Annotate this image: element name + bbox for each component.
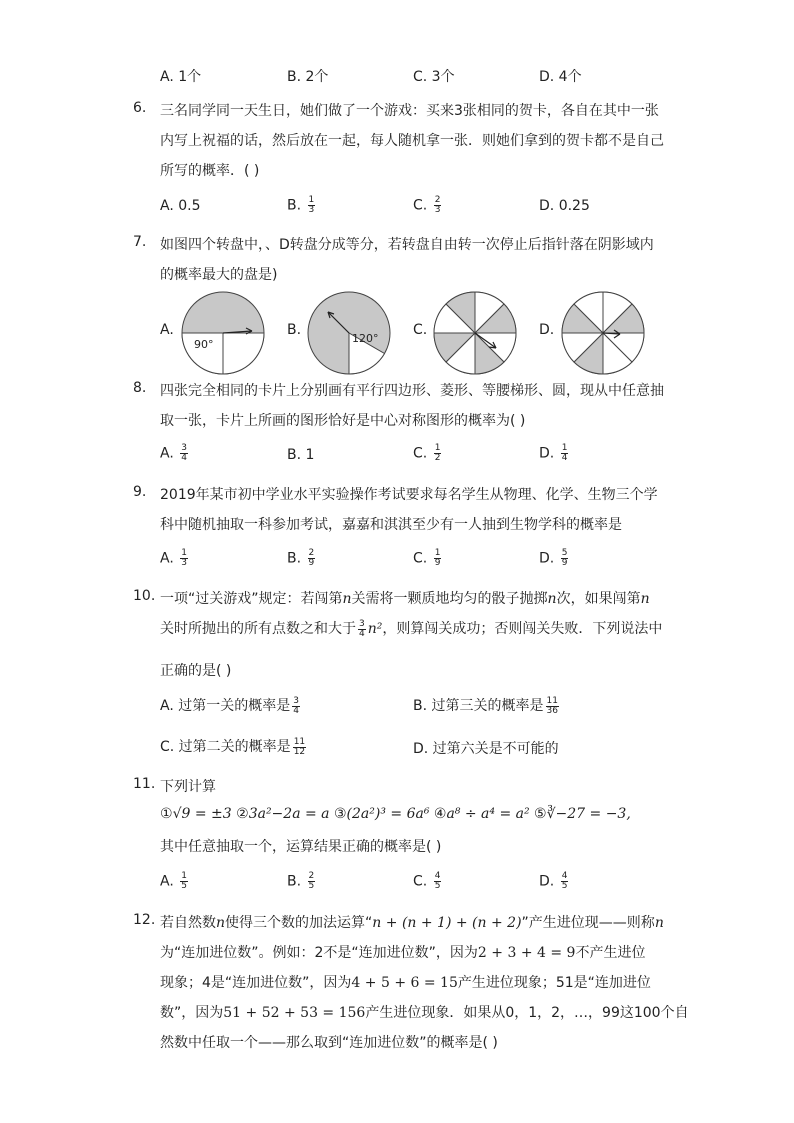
circled-number-2: ②	[236, 806, 249, 822]
q6-text-line-3: 所写的概率．( )	[160, 163, 260, 179]
fraction-denominator: 3	[308, 205, 315, 215]
fraction	[292, 697, 300, 716]
q5-option-d: D. 4个	[539, 69, 582, 85]
option-label: B.	[287, 197, 302, 214]
option-label: B.	[287, 550, 302, 567]
fraction-denominator: 4	[561, 453, 568, 463]
fraction-denominator: 12	[293, 746, 306, 757]
expression-5: ∛−27 = −3,	[546, 806, 631, 822]
q10-text-line-3: 正确的是( )	[160, 663, 232, 679]
fraction	[180, 549, 188, 568]
circled-number-4: ④	[433, 806, 447, 822]
q11-number: 11.	[133, 776, 156, 792]
q10-option-a	[160, 695, 302, 716]
q8-number: 8.	[133, 380, 147, 396]
q11-text-line-1: 下列计算	[160, 779, 216, 795]
angle-label: 120°	[352, 332, 379, 345]
option-label: C.	[413, 873, 428, 890]
text-segment: 产生进位现象．如果从0，1，2，…，99这100个自	[365, 1005, 689, 1021]
fraction	[434, 549, 442, 568]
fraction-numerator: 3	[359, 618, 365, 629]
q11-option-b	[287, 872, 317, 891]
fraction-numerator: 3	[181, 443, 187, 453]
fraction	[546, 697, 559, 716]
q12-text-line-5: 然数中任取一个——那么取到“连加进位数”的概率是( )	[160, 1035, 498, 1051]
spinner-c	[432, 290, 518, 376]
fraction-numerator: 2	[308, 871, 315, 881]
spinner-d	[560, 290, 646, 376]
fraction	[180, 872, 188, 891]
option-value: 0.25	[558, 198, 590, 214]
q5-option-b: B. 2个	[287, 69, 329, 85]
q12-text-line-3	[160, 972, 651, 992]
spinner-a	[180, 290, 266, 376]
text-segment: 一项“过关游戏”规定：若闯第	[160, 591, 343, 607]
fraction-denominator: 3	[181, 558, 187, 568]
variable-n: n	[654, 915, 664, 931]
text-segment: 使得三个数的加法运算“	[225, 915, 373, 931]
option-label: A.	[160, 550, 174, 567]
q8-option-b	[287, 447, 314, 463]
option-label: D.	[539, 873, 555, 890]
fraction	[434, 196, 442, 215]
fraction	[561, 444, 569, 463]
text-segment: 关时所抛出的所有点数之和大于	[160, 621, 356, 637]
fraction-numerator: 1	[308, 195, 315, 205]
option-label: A.	[160, 873, 174, 890]
option-label: D.	[539, 445, 555, 462]
expression-1: √9 = ±3	[172, 806, 232, 822]
fraction-numerator: 1	[434, 548, 441, 558]
option-text: A. 过第一关的概率是	[160, 698, 291, 714]
q5-option-a: A. 1个	[160, 69, 202, 85]
fraction-numerator: 3	[293, 695, 299, 706]
q9-option-c	[413, 549, 443, 568]
q8-text-line-1: 四张完全相同的卡片上分别画有平行四边形、菱形、等腰梯形、圆，现从中任意抽	[160, 383, 664, 399]
spinner-a-unshaded-2	[223, 333, 264, 374]
q9-option-d	[539, 549, 570, 568]
fraction-denominator: 4	[293, 705, 299, 716]
fraction	[293, 738, 306, 757]
text-segment: 关需将一颗质地均匀的骰子抛掷	[351, 591, 548, 607]
fraction	[308, 196, 316, 215]
q6-text-line-2: 内写上祝福的话，然后放在一起，每人随机拿一张．则她们拿到的贺卡都不是自己	[160, 133, 664, 149]
q9-text-line-2: 科中随机抽取一科参加考试，嘉嘉和淇淇至少有一人抽到生物学科的概率是	[160, 517, 622, 533]
q12-number: 12.	[133, 912, 156, 928]
q9-number: 9.	[133, 484, 147, 500]
math-expression: 51 + 52 + 53 = 156	[223, 1005, 366, 1021]
q6-option-d	[539, 198, 590, 214]
text-segment: 现象；4是“连加进位数”，因为	[160, 975, 352, 991]
option-value: 1	[305, 447, 315, 463]
fraction	[308, 872, 316, 891]
fraction	[434, 872, 442, 891]
text-segment: ”产生进位现——则称	[521, 915, 655, 931]
option-label: C.	[413, 550, 428, 567]
fraction-numerator: 11	[293, 736, 306, 747]
circled-number-3: ③	[333, 806, 347, 822]
q11-option-d	[539, 872, 570, 891]
fraction	[561, 549, 569, 568]
math-expression: 2 + 3 + 4 = 9	[477, 945, 576, 961]
q7-text-line-1: 如图四个转盘中，、D转盘分成等分，若转盘自由转一次停止后指针落在阴影域内	[160, 237, 654, 253]
q6-number: 6.	[133, 100, 147, 116]
q10-option-b	[413, 695, 561, 716]
fraction-denominator: 9	[434, 558, 441, 568]
q7-option-c-label: C.	[413, 322, 428, 338]
fraction-numerator: 4	[561, 871, 568, 881]
fraction-denominator: 4	[181, 453, 187, 463]
expression-3: (2a²)³ = 6a⁶	[346, 806, 430, 822]
fraction-numerator: 2	[434, 195, 441, 205]
q6-text-line-1: 三名同学同一天生日，她们做了一个游戏：买来3张相同的贺卡，各自在其中一张	[160, 103, 659, 119]
fraction-denominator: 5	[561, 881, 568, 891]
circled-number-1: ①	[160, 806, 173, 822]
q10-text-line-2	[160, 618, 662, 639]
q11-option-c	[413, 872, 443, 891]
text-segment: 若自然数	[160, 915, 216, 931]
spinner-b	[306, 290, 392, 376]
expression-2: 3a²−2a = a	[248, 806, 330, 822]
q6-option-a	[160, 198, 201, 214]
option-label: D.	[539, 550, 555, 567]
q9-text-line-1: 2019年某市初中学业水平实验操作考试要求每名学生从物理、化学、生物三个学	[160, 487, 658, 503]
q8-text-line-2: 取一张，卡片上所画的图形恰好是中心对称图形的概率为( )	[160, 413, 526, 429]
fraction-numerator: 4	[434, 871, 441, 881]
q6-option-c	[413, 196, 443, 215]
fraction	[434, 444, 442, 463]
q9-option-b	[287, 549, 317, 568]
fraction-denominator: 5	[434, 881, 441, 891]
fraction-denominator: 5	[181, 881, 187, 891]
option-value: 0.5	[178, 198, 201, 214]
text-segment: 次，如果闯第	[556, 591, 641, 607]
q12-text-line-1	[160, 912, 664, 932]
variable-n: n	[216, 915, 226, 931]
text-segment: 为“连加进位数”。例如：2不是“连加进位数”，因为	[160, 945, 478, 961]
variable-n: n	[342, 591, 352, 607]
q7-option-d-label: D.	[539, 322, 555, 338]
q7-option-a-label: A.	[160, 322, 174, 338]
fraction-numerator: 1	[434, 443, 441, 453]
q10-number: 10.	[133, 588, 156, 604]
q11-text-line-3: 其中任意抽取一个，运算结果正确的概率是( )	[160, 839, 442, 855]
option-text: C. 过第二关的概率是	[160, 739, 291, 755]
q8-option-c	[413, 444, 443, 463]
fraction-denominator: 2	[434, 453, 441, 463]
fraction-numerator: 2	[308, 548, 315, 558]
variable-n: n	[547, 591, 557, 607]
fraction-denominator: 9	[561, 558, 568, 568]
fraction	[561, 872, 569, 891]
q10-option-c	[160, 736, 308, 757]
text-segment: 产生进位现象；51是“连加进位	[457, 975, 651, 991]
q10-option-d: D. 过第六关是不可能的	[413, 741, 559, 757]
fraction-denominator: 36	[546, 705, 558, 716]
option-label: A.	[160, 445, 174, 462]
option-label: A.	[160, 198, 174, 214]
fraction-numerator: 1	[181, 871, 187, 881]
fraction	[358, 620, 366, 639]
q7-option-b-label: B.	[287, 322, 302, 338]
q9-option-a	[160, 549, 190, 568]
q5-option-c: C. 3个	[413, 69, 455, 85]
q6-option-b	[287, 196, 317, 215]
text-segment: 数”，因为	[160, 1005, 224, 1021]
option-label: C.	[413, 445, 428, 462]
q7-number: 7.	[133, 234, 147, 250]
fraction-numerator: 5	[561, 548, 568, 558]
q8-option-d	[539, 444, 570, 463]
math-expression: n + (n + 1) + (n + 2)	[372, 915, 522, 931]
math-expression: 4 + 5 + 6 = 15	[351, 975, 458, 991]
fraction-denominator: 3	[434, 205, 441, 215]
q10-text-line-1	[160, 588, 650, 608]
fraction-denominator: 9	[308, 558, 315, 568]
q12-text-line-4	[160, 1002, 689, 1022]
option-label: B.	[287, 447, 302, 463]
fraction-numerator: 11	[546, 695, 558, 706]
q8-option-a	[160, 444, 190, 463]
q11-expressions	[160, 806, 631, 822]
variable-n: n	[640, 591, 650, 607]
fraction	[308, 549, 316, 568]
q7-text-line-2: 的概率最大的盘是)	[160, 267, 278, 283]
option-text: B. 过第三关的概率是	[413, 698, 544, 714]
fraction-numerator: 1	[181, 548, 187, 558]
n-squared: n²	[367, 621, 383, 637]
option-label: B.	[287, 873, 302, 890]
q11-option-a	[160, 872, 190, 891]
fraction-denominator: 4	[359, 628, 365, 639]
q12-text-line-2	[160, 942, 645, 962]
angle-label: 90°	[194, 338, 214, 351]
expression-4: a⁸ ÷ a⁴ = a²	[446, 806, 530, 822]
fraction-denominator: 5	[308, 881, 315, 891]
circled-number-5: ⑤	[534, 806, 547, 822]
fraction	[180, 444, 188, 463]
option-label: C.	[413, 197, 428, 214]
text-segment: 不产生进位	[575, 945, 646, 961]
text-segment: ，则算闯关成功；否则闯关失败．下列说法中	[382, 621, 663, 637]
option-label: D.	[539, 198, 555, 214]
fraction-numerator: 1	[561, 443, 568, 453]
